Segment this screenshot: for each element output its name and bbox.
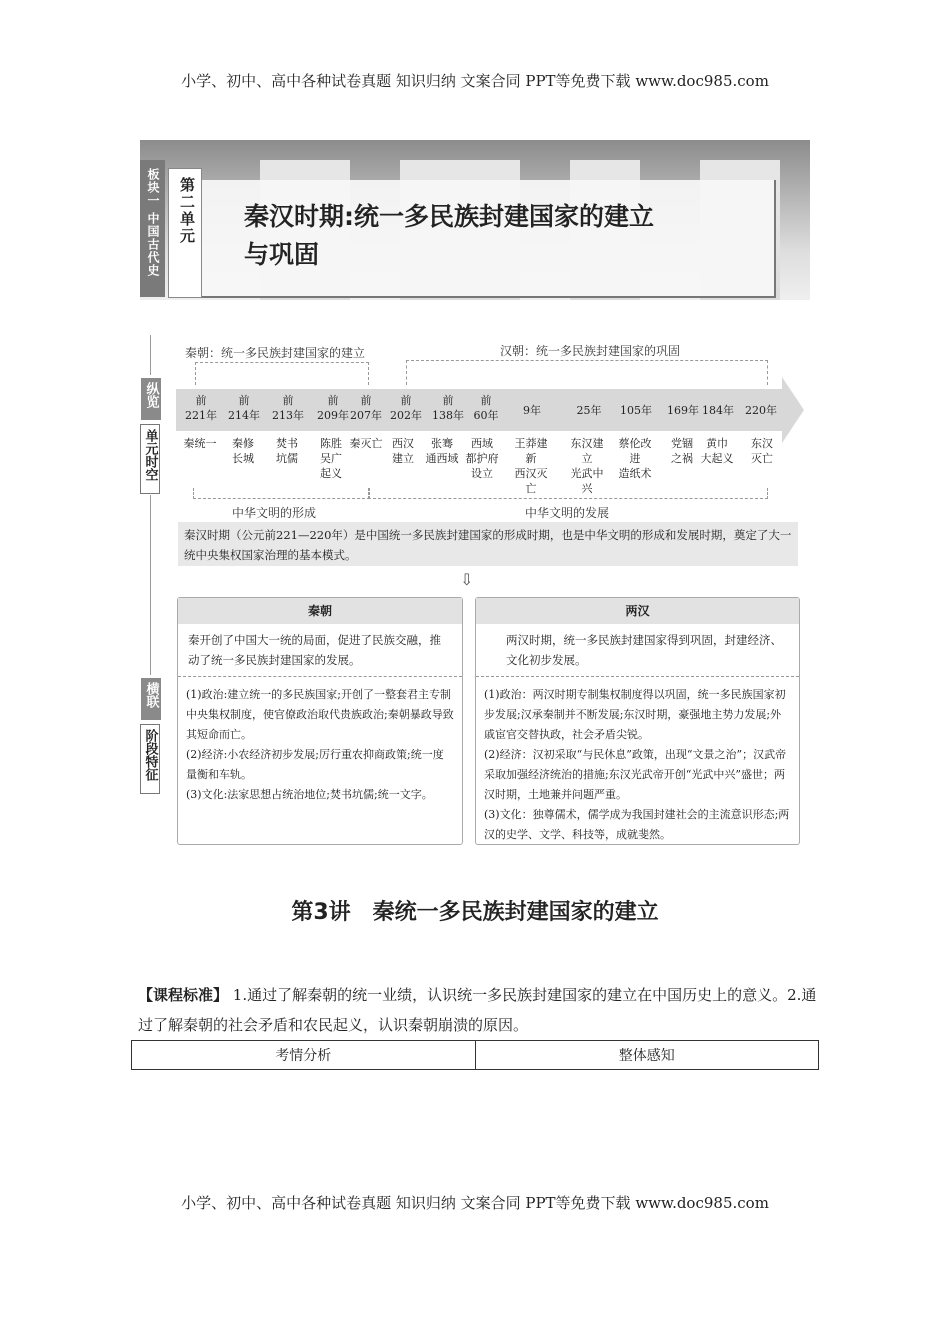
- timeline-year-value: 214年: [228, 409, 260, 422]
- timeline-year-value: 221年: [185, 409, 217, 422]
- table-header-analysis: 考情分析: [132, 1041, 476, 1070]
- timeline-year-value: 9年: [523, 404, 541, 417]
- timeline-event: 王莽建新 西汉灭亡: [514, 437, 548, 495]
- lecture-title: 第3讲 秦统一多民族封建国家的建立: [291, 900, 659, 925]
- timeline-year-value: 213年: [272, 409, 304, 422]
- timeline-event: 东汉 灭亡: [751, 437, 773, 465]
- timeline-year-prefix: 前: [360, 394, 372, 407]
- qin-card-intro: 秦开创了中国大一统的局面，促进了民族交融，推动了统一多民族封建国家的发展。: [178, 624, 462, 677]
- timeline-year: [386, 393, 426, 423]
- timeline-year: [512, 403, 552, 418]
- period-summary: 秦汉时期（公元前221—220年）是中国统一多民族封建国家的形成时期，也是中华文明的形成和发展时期，奠定了大一统中央集权国家治理的基本模式。: [178, 522, 798, 566]
- down-arrow-icon: ⇩: [460, 570, 474, 589]
- timeline-year-prefix: 前: [442, 394, 454, 407]
- qin-point: (2)经济:小农经济初步发展;厉行重农抑商政策;统一度量衡和车轨。: [186, 748, 444, 781]
- timeline-year-prefix: 前: [282, 394, 294, 407]
- han-point: (3)文化：独尊儒术，儒学成为我国封建社会的主流意识形态;两汉的史学、文学、科技等，成就斐然。: [484, 808, 790, 841]
- timeline-year-prefix: 前: [480, 394, 492, 407]
- curriculum-standard: [138, 980, 818, 1040]
- analysis-table: [131, 1040, 819, 1070]
- tag-unit-time: [140, 424, 160, 494]
- timeline-arrow-head: [782, 377, 804, 443]
- unit-label-box: [168, 168, 202, 298]
- timeline-year-prefix: 前: [327, 394, 339, 407]
- timeline-event: 陈胜 吴广 起义: [320, 437, 342, 480]
- page-footer-text: 小学、初中、高中各种试卷真题 知识归纳 文案合同 PPT等免费下载 www.doc985.com: [181, 1194, 769, 1212]
- timeline-year: [346, 393, 386, 423]
- han-point: (2)经济：汉初采取“与民休息”政策，出现“文景之治”；汉武帝采取加强经济统治的措施;东汉光武帝开创“光武中兴”盛世；两汉时期，土地兼并问题严重。: [484, 748, 787, 801]
- timeline-event: 焚书 坑儒: [276, 437, 298, 465]
- qin-point: (1)政治:建立统一的多民族国家;开创了一整套君主专制中央集权制度，使官僚政治取代贵族政治;秦朝暴政导致其短命而亡。: [186, 688, 454, 741]
- tag-zonglan: [141, 378, 161, 420]
- formation-bracket: [193, 488, 370, 499]
- timeline-year-prefix: 前: [195, 394, 207, 407]
- timeline-year-value: 60年: [473, 409, 499, 422]
- han-card-body: [476, 677, 799, 853]
- timeline-year: [741, 403, 781, 418]
- table-row: [132, 1041, 819, 1070]
- timeline-year: [466, 393, 506, 423]
- tag-henglian: [141, 678, 161, 720]
- han-period-label: 汉朝：统一多民族封建国家的巩固: [500, 344, 681, 358]
- qin-point: (3)文化:法家思想占统治地位;焚书坑儒;统一文字。: [186, 788, 433, 801]
- banner-title-line-2: 与巩固: [244, 240, 320, 269]
- timeline-event: 张骞 通西域: [425, 437, 459, 465]
- timeline-year: [698, 403, 738, 418]
- timeline-year-value: 138年: [432, 409, 464, 422]
- banner-title-line-1: 秦汉时期:统一多民族封建国家的建立: [244, 202, 654, 231]
- timeline-year: [663, 403, 703, 418]
- timeline-event: 黄巾 大起义: [700, 437, 734, 465]
- unit-banner: [140, 140, 810, 300]
- timeline-year: [268, 393, 308, 423]
- timeline-year-value: 220年: [745, 404, 777, 417]
- section-strip: [140, 160, 165, 297]
- timeline-year: [569, 403, 609, 418]
- qin-card-body: [178, 677, 462, 813]
- timeline-year-value: 207年: [350, 409, 382, 422]
- timeline-year-value: 25年: [576, 404, 602, 417]
- development-bracket: [368, 488, 768, 499]
- standard-label: 【课程标准】: [138, 986, 229, 1004]
- formation-label: 中华文明的形成: [232, 506, 317, 520]
- tag-zonglan-text: 纵览: [143, 382, 159, 408]
- timeline-year-value: 202年: [390, 409, 422, 422]
- banner-title-panel: [202, 180, 776, 298]
- timeline-year-value: 209年: [317, 409, 349, 422]
- section-strip-text: 板块一 中国古代史: [146, 168, 160, 278]
- timeline-year: [428, 393, 468, 423]
- tag-unit-time-text: 单元时空: [142, 429, 158, 481]
- tag-henglian-text: 横联: [143, 682, 159, 708]
- timeline-event: 秦修 长城: [232, 437, 254, 465]
- table-header-overview: 整体感知: [475, 1041, 819, 1070]
- page-header-text: 小学、初中、高中各种试卷真题 知识归纳 文案合同 PPT等免费下载 www.doc985.com: [181, 72, 769, 90]
- timeline-year-value: 105年: [620, 404, 652, 417]
- timeline-year: [181, 393, 221, 423]
- timeline-event: 蔡伦改进 造纸术: [618, 437, 652, 480]
- qin-card: [177, 597, 463, 845]
- tag-stage-features-text: 阶段特征: [142, 729, 158, 781]
- timeline-year-prefix: 前: [238, 394, 250, 407]
- timeline-event: 秦统一: [183, 437, 217, 450]
- han-card: [475, 597, 800, 845]
- han-bracket: [406, 360, 768, 385]
- qin-bracket: [195, 362, 369, 385]
- timeline-event: 西汉 建立: [392, 437, 414, 465]
- development-label: 中华文明的发展: [525, 506, 610, 520]
- timeline-year: [616, 403, 656, 418]
- qin-period-label: 秦朝：统一多民族封建国家的建立: [185, 346, 366, 360]
- timeline-event: 西域 都护府 设立: [465, 437, 499, 480]
- han-card-intro: 两汉时期，统一多民族封建国家得到巩固，封建经济、文化初步发展。: [476, 624, 799, 677]
- han-card-title: 两汉: [476, 598, 799, 624]
- standard-text: 1.通过了解秦朝的统一业绩，认识统一多民族封建国家的建立在中国历史上的意义。2.通过了解秦朝的社会矛盾和农民起义，认识秦朝崩溃的原因。: [138, 986, 817, 1034]
- tag-stage-features: [140, 724, 160, 794]
- timeline-event: 党锢 之祸: [671, 437, 693, 465]
- han-point: (1)政治：两汉时期专制集权制度得以巩固，统一多民族国家初步发展;汉承秦制并不断发展;东汉时期，豪强地主势力发展;外戚宦官交替执政，社会矛盾尖锐。: [484, 688, 786, 741]
- timeline-year-value: 169年: [667, 404, 699, 417]
- timeline-event: 秦灭亡: [349, 437, 383, 450]
- unit-label: 第二单元: [178, 177, 196, 245]
- timeline-year-prefix: 前: [400, 394, 412, 407]
- guide-line: [150, 495, 151, 675]
- timeline-year: [224, 393, 264, 423]
- guide-line: [150, 335, 151, 375]
- qin-card-title: 秦朝: [178, 598, 462, 624]
- timeline-year-value: 184年: [702, 404, 734, 417]
- banner-title: [244, 198, 654, 274]
- timeline-event: 东汉建立 光武中兴: [570, 437, 604, 495]
